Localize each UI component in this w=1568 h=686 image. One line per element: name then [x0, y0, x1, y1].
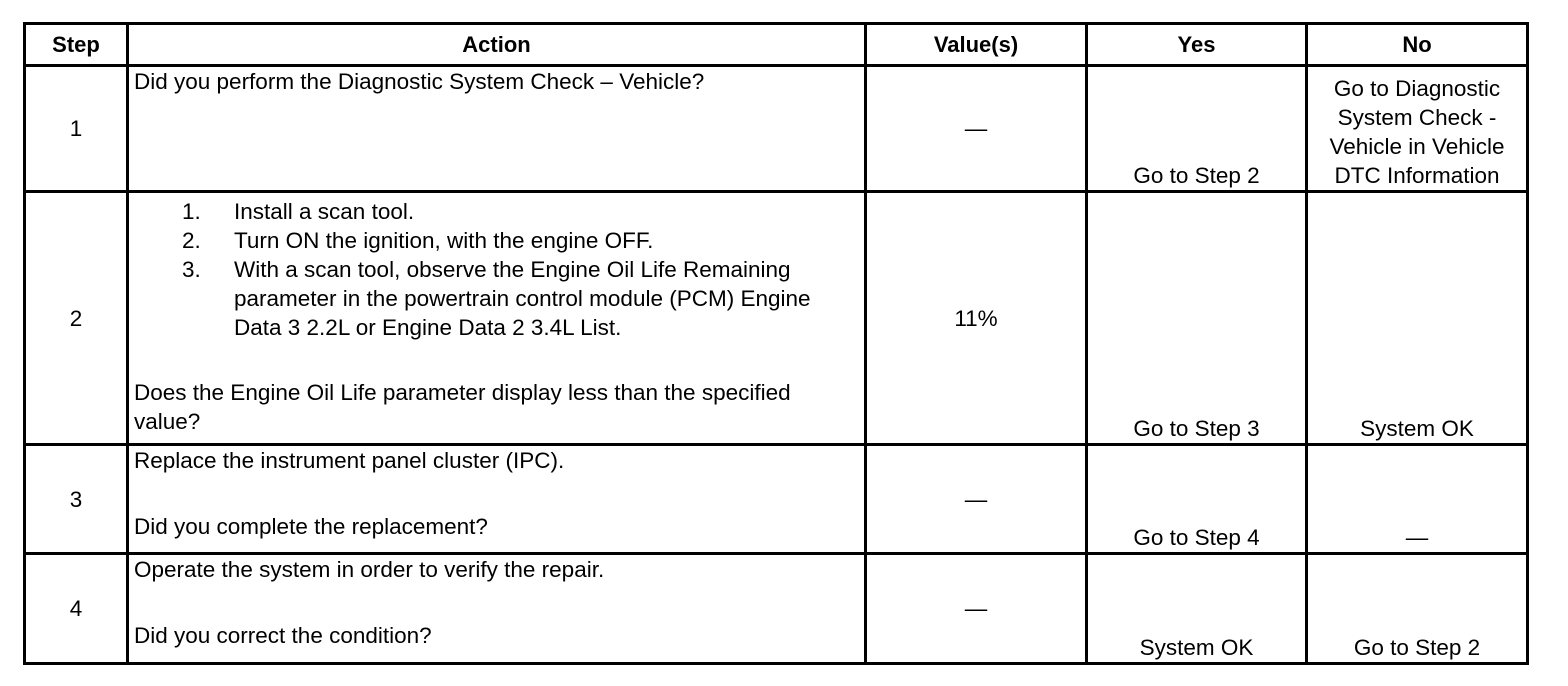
- step-number: 2: [25, 192, 128, 445]
- action-question: Does the Engine Oil Life parameter display less than the specified value?: [134, 380, 791, 434]
- header-step: Step: [25, 24, 128, 66]
- action-text: Operate the system in order to verify the repair.: [134, 557, 605, 582]
- action-cell: [128, 66, 866, 192]
- header-action: Action: [128, 24, 866, 66]
- value-cell: —: [866, 445, 1087, 554]
- yes-cell: Go to Step 3: [1087, 192, 1307, 445]
- table-row: [25, 192, 1528, 445]
- action-step-item: Turn ON the ignition, with the engine OFF.: [234, 228, 654, 253]
- table-row: [25, 66, 1528, 192]
- value-cell: —: [866, 554, 1087, 664]
- action-text: Did you perform the Diagnostic System Check – Vehicle?: [134, 69, 705, 94]
- action-step-item: With a scan tool, observe the Engine Oil Life Remaining parameter in the powertrain control module (PCM) Engine Data 3 2.2L or Engine Data 2 3.4L List.: [234, 257, 811, 340]
- value-cell: 11%: [866, 192, 1087, 445]
- header-yes: Yes: [1087, 24, 1307, 66]
- action-question: Did you complete the replacement?: [134, 514, 488, 539]
- table-row: [25, 445, 1528, 554]
- no-cell: Go to Step 2: [1307, 554, 1528, 664]
- action-step-item: Install a scan tool.: [234, 199, 415, 224]
- action-text: Replace the instrument panel cluster (IPC).: [134, 448, 565, 473]
- value-cell: —: [866, 66, 1087, 192]
- action-steps-list: [134, 197, 859, 342]
- yes-cell: Go to Step 4: [1087, 445, 1307, 554]
- action-cell: [128, 445, 866, 554]
- no-cell: —: [1307, 445, 1528, 554]
- header-value: Value(s): [866, 24, 1087, 66]
- step-number: 3: [25, 445, 128, 554]
- table-row: [25, 554, 1528, 664]
- header-row: [25, 24, 1528, 66]
- header-no: No: [1307, 24, 1528, 66]
- step-number: 1: [25, 66, 128, 192]
- action-cell: [128, 554, 866, 664]
- no-cell: Go to Diagnostic System Check - Vehicle in Vehicle DTC Information: [1307, 66, 1528, 192]
- no-cell: System OK: [1307, 192, 1528, 445]
- diagnostic-table: [23, 22, 1529, 665]
- action-cell: [128, 192, 866, 445]
- yes-cell: Go to Step 2: [1087, 66, 1307, 192]
- action-question: Did you correct the condition?: [134, 623, 432, 648]
- step-number: 4: [25, 554, 128, 664]
- yes-cell: System OK: [1087, 554, 1307, 664]
